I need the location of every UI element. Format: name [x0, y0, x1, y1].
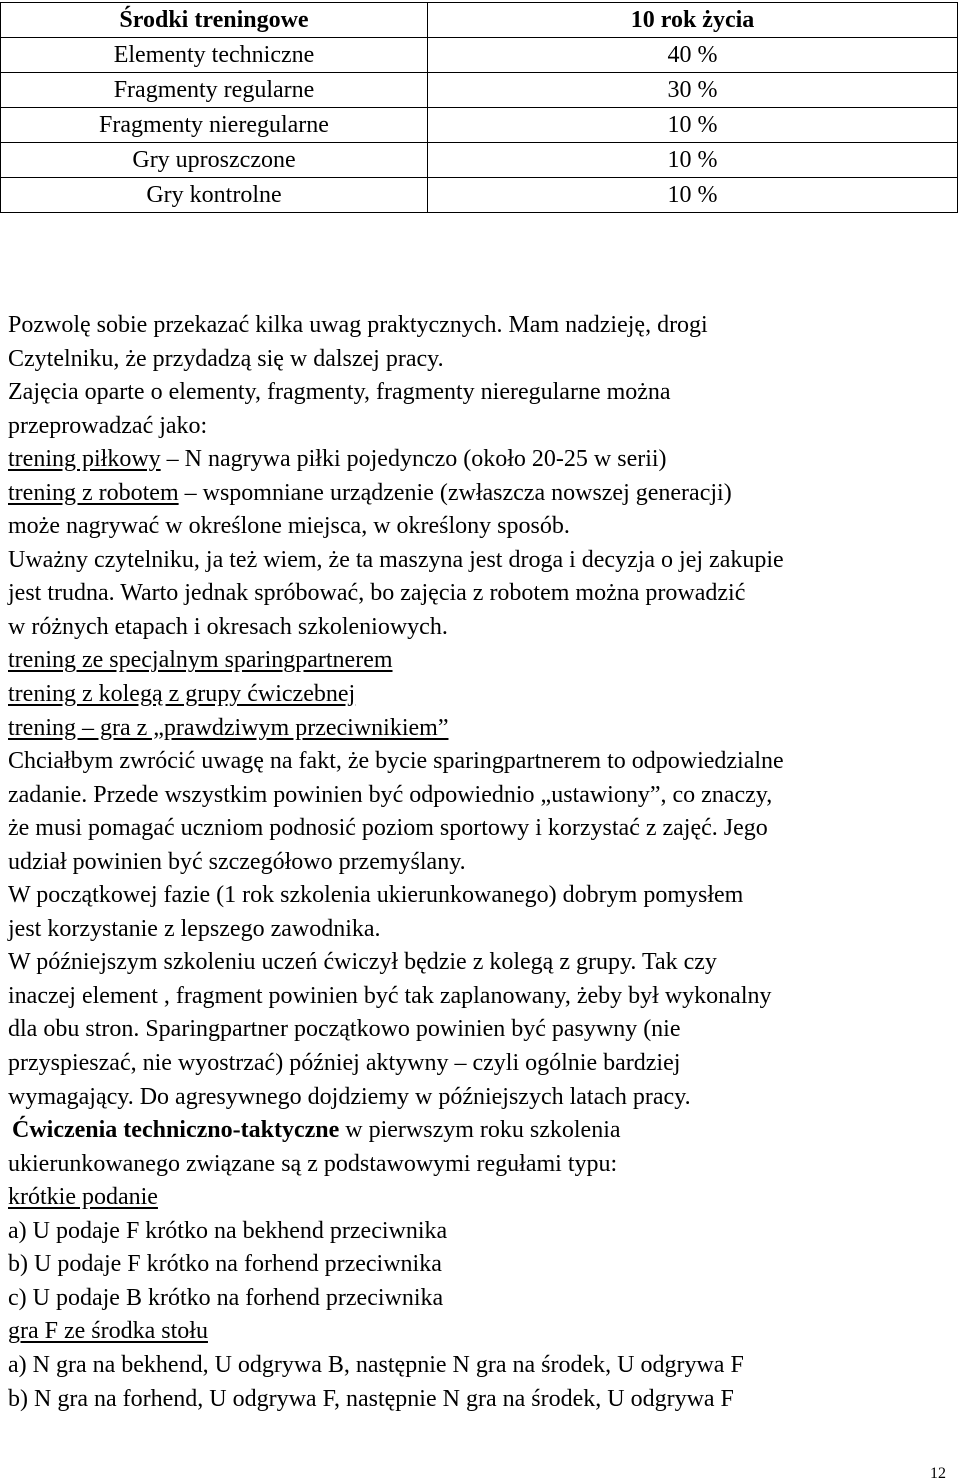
text-line [8, 1114, 953, 1148]
underlined-term: krótkie podanie [8, 1184, 158, 1211]
table-header-cell: 10 rok życia [428, 3, 958, 38]
bold-term: Ćwiczenia techniczno-taktyczne [12, 1117, 340, 1144]
text-line: może nagrywać w określone miejsca, w określony sposób. [8, 513, 570, 540]
text-line: jest korzystanie z lepszego zawodnika. [8, 915, 381, 942]
underlined-term: trening z kolegą z grupy ćwiczebnej [8, 681, 356, 708]
table-header-cell: Środki treningowe [1, 3, 428, 38]
table-cell: 10 % [428, 143, 958, 178]
table-row [1, 38, 958, 73]
table-cell: Fragmenty regularne [1, 73, 428, 108]
text-line: Pozwolę sobie przekazać kilka uwag praktycznych. Mam nadzieję, drogi [8, 312, 708, 338]
text-line: ukierunkowanego związane są z podstawowymi regułami typu: [8, 1150, 618, 1177]
table-cell: 30 % [428, 73, 958, 108]
list-item: b) U podaje F krótko na forhend przeciwnika [8, 1251, 442, 1278]
text-line [8, 712, 953, 746]
text-line [8, 644, 953, 678]
underlined-term: trening z robotem [8, 479, 179, 506]
table-cell: Gry kontrolne [1, 178, 428, 213]
text-line: W późniejszym szkoleniu uczeń ćwiczył będzie z kolegą z grupy. Tak czy [8, 949, 717, 976]
training-table [0, 2, 958, 213]
underlined-term: trening ze specjalnym sparingpartnerem [8, 647, 393, 674]
table-row [1, 73, 958, 108]
text-line [8, 443, 953, 477]
text-line: zadanie. Przede wszystkim powinien być odpowiednio „ustawiony”, co znaczy, [8, 781, 773, 808]
table-cell: 10 % [428, 108, 958, 143]
table-cell: Fragmenty nieregularne [1, 108, 428, 143]
text-line: Uważny czytelniku, ja też wiem, że ta maszyna jest droga i decyzja o jej zakupie [8, 546, 784, 573]
list-item: b) N gra na forhend, U odgrywa F, następnie N gra na środek, U odgrywa F [8, 1385, 734, 1412]
table-row [1, 178, 958, 213]
text-line: inaczej element , fragment powinien być tak zaplanowany, żeby był wykonalny [8, 982, 772, 1009]
list-item: a) N gra na bekhend, U odgrywa B, następnie N gra na środek, U odgrywa F [8, 1351, 744, 1378]
body-text [8, 309, 953, 1416]
page-number: 12 [930, 1465, 946, 1482]
table-header-row [1, 3, 958, 38]
text-line: W początkowej fazie (1 rok szkolenia ukierunkowanego) dobrym pomysłem [8, 882, 744, 909]
text-span: – N nagrywa piłki pojedynczo (około 20-25 w serii) [160, 446, 667, 473]
table-row [1, 143, 958, 178]
text-line [8, 678, 953, 712]
text-span: w pierwszym roku szkolenia [339, 1117, 621, 1144]
text-line: dla obu stron. Sparingpartner początkowo powinien być pasywny (nie [8, 1016, 681, 1043]
text-line: Zajęcia oparte o elementy, fragmenty, fragmenty nieregularne można [8, 379, 671, 406]
text-line [8, 1181, 953, 1215]
text-line [8, 477, 953, 511]
table-row [1, 108, 958, 143]
table-cell: 10 % [428, 178, 958, 213]
text-line: że musi pomagać uczniom podnosić poziom sportowy i korzystać z zajęć. Jego [8, 815, 768, 842]
text-line: przeprowadzać jako: [8, 412, 208, 439]
table-cell: Gry uproszczone [1, 143, 428, 178]
text-line: Chciałbym zwrócić uwagę na fakt, że bycie sparingpartnerem to odpowiedzialne [8, 748, 784, 775]
text-line: przyspieszać, nie wyostrzać) później aktywny – czyli ogólnie bardziej [8, 1050, 681, 1077]
list-item: a) U podaje F krótko na bekhend przeciwnika [8, 1217, 448, 1244]
table-cell: Elementy techniczne [1, 38, 428, 73]
text-line: jest trudna. Warto jednak spróbować, bo zajęcia z robotem można prowadzić [8, 580, 746, 607]
table-cell: 40 % [428, 38, 958, 73]
text-span: – wspomniane urządzenie (zwłaszcza nowszej generacji) [178, 479, 732, 506]
text-line: udział powinien być szczegółowo przemyślany. [8, 848, 466, 875]
text-line: w różnych etapach i okresach szkoleniowych. [8, 613, 448, 640]
text-line: Czytelniku, że przydadzą się w dalszej pracy. [8, 345, 444, 372]
text-line: wymagający. Do agresywnego dojdziemy w późniejszych latach pracy. [8, 1083, 691, 1110]
underlined-term: trening – gra z „prawdziwym przeciwnikiem” [8, 714, 449, 741]
underlined-term: gra F ze środka stołu [8, 1318, 208, 1345]
underlined-term: trening piłkowy [8, 446, 161, 473]
list-item: c) U podaje B krótko na forhend przeciwnika [8, 1284, 444, 1311]
text-line [8, 1315, 953, 1349]
